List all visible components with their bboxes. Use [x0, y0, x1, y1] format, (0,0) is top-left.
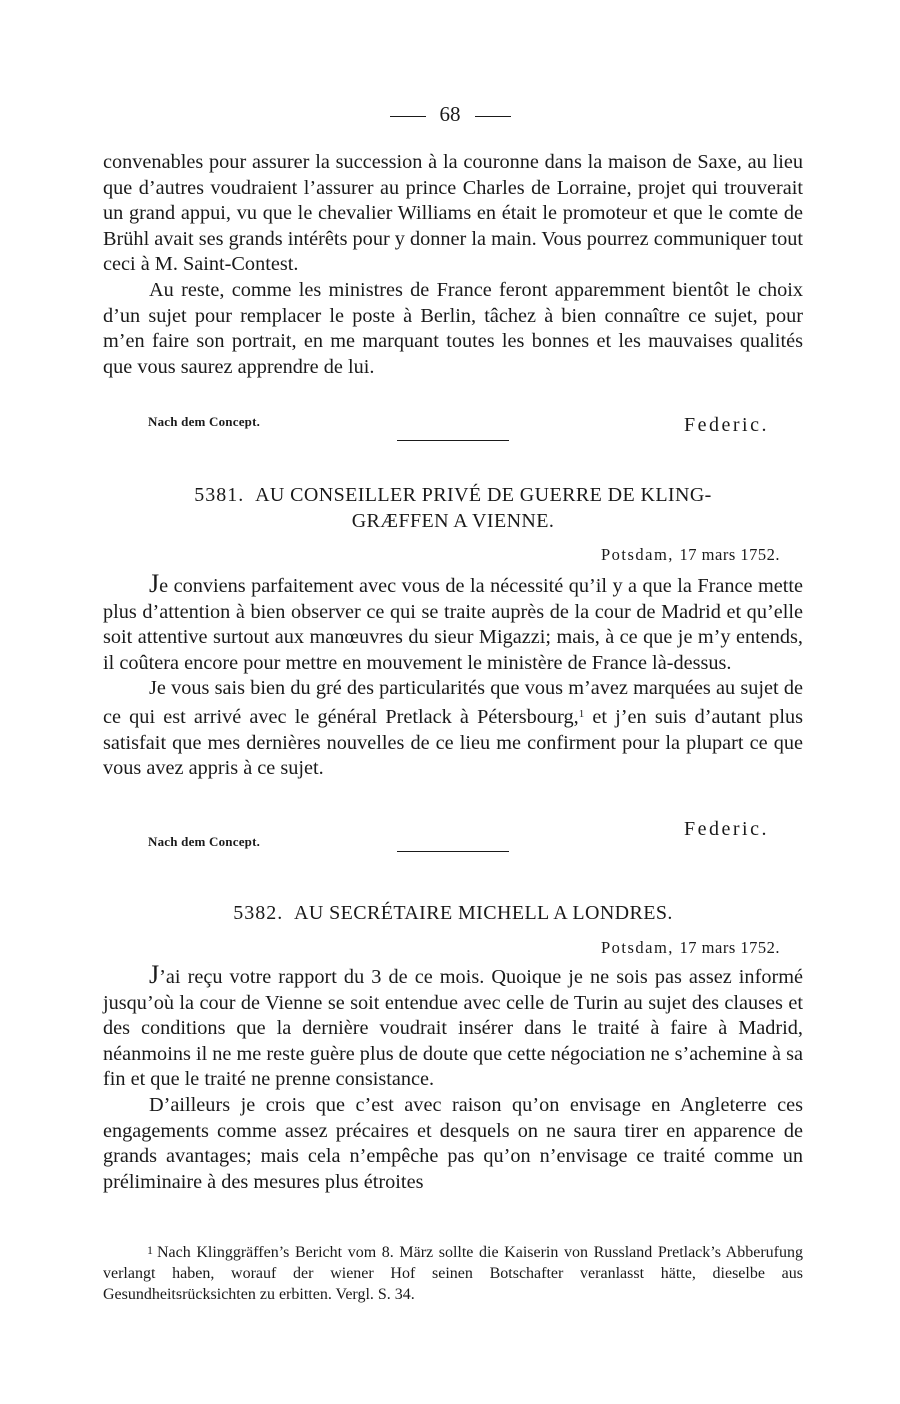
paragraph-text: ’ai reçu votre rapport du 3 de ce mois. Quoique je ne sois pas assez informé jusqu’où la cour de Vienne se soit entendue avec celle de Turin au sujet des clauses et des conditions que la dernière voudrait insérer dans le traité à faire à Madrid, néanmoins il ne me reste guère plus de doute que cette négociation ne s’achemine à sa fin et que le traité ne prenne consistance. — [103, 966, 804, 1091]
signature: Federic. — [684, 818, 769, 840]
letter-paragraph — [103, 676, 803, 781]
section-divider — [397, 440, 509, 441]
initial-letter: J — [149, 569, 160, 598]
letter-heading-5381 — [103, 482, 803, 534]
letter-text-5382 — [103, 962, 803, 1195]
letter-paragraph — [103, 962, 803, 1093]
continuation-text — [103, 150, 803, 380]
dateline-date: 17 mars 1752. — [679, 938, 780, 957]
footnote-mark: 1 — [147, 1243, 153, 1257]
paragraph-text: et j’en suis d’autant plus satisfait que mes dernières nouvelles de ce lieu me confirment pour la plupart ce que vous avez appris à ce sujet. — [103, 705, 803, 780]
letter-paragraph: D’ailleurs je crois que c’est avec raison qu’on envisage en Angleterre ces engagements comme assez précaires et desquels on ne saura tirer en apparence de grands avantages; mais cela n’empêche pas qu’on n’envisage ce traité comme un préliminaire à des mesures plus étroites — [103, 1093, 803, 1193]
footnote-text: Nach Klinggräffen’s Bericht vom 8. März sollte die Kaiserin von Russland Pretlack’s Abberufung verlangt haben, worauf der wiener Hof seinen Botschafter veranlasst hätte, dieselbe aus Gesundheitsrücksichten zu erbitten. Vergl. S. 34. — [103, 1244, 803, 1303]
page-number-line — [0, 102, 900, 127]
letter-number: 5381. — [194, 484, 245, 506]
dateline-5381 — [601, 545, 780, 565]
letter-paragraph — [103, 571, 803, 676]
footnote-reference: 1 — [578, 707, 585, 720]
letter-heading-5382 — [103, 900, 803, 926]
footnote — [103, 1240, 803, 1305]
section-divider — [397, 851, 509, 852]
page-number-rule-left — [390, 116, 426, 117]
page-number-rule-right — [475, 116, 511, 117]
letter-heading-line: GRÆFFEN A VIENNE. — [351, 510, 555, 532]
dateline-place: Potsdam, — [600, 938, 674, 957]
dateline-5382 — [601, 938, 780, 958]
signature: Federic. — [684, 414, 769, 436]
source-note: Nach dem Concept. — [148, 414, 261, 429]
letter-heading-line: AU SECRÉTAIRE MICHELL A LONDRES. — [294, 902, 673, 924]
paragraph-text: Je vous sais bien du gré des particularités que vous m’avez marquées au sujet de ce qui est arrivé avec le général Pretlack à Pétersbourg, — [103, 677, 803, 728]
source-note: Nach dem Concept. — [148, 834, 261, 849]
dateline-date: 17 mars 1752. — [679, 545, 780, 564]
initial-letter: J — [149, 960, 160, 989]
letter-number: 5382. — [233, 902, 284, 924]
letter-text-5381 — [103, 571, 803, 782]
paragraph-text: e conviens parfaitement avec vous de la nécessité qu’il y a que la France mette plus d’attention à bien observer ce qui se traite auprès de la cour de Madrid et qu’elle soit attentive surtout aux manœuvres du sieur Migazzi; mais, à ce que je m’y entends, il coûtera encore pour mettre en mouvement le ministère de France là-dessus. — [103, 575, 803, 674]
continuation-paragraph: convenables pour assurer la succession à la couronne dans la maison de Saxe, au lieu que d’autres voudraient l’assurer au prince Charles de Lorraine, projet qui trouverait un grand appui, vu que le chevalier Williams en était le promoteur et que le comte de Brühl avait ses grands intérêts pour y donner la main. Vous pourrez communiquer tout ceci à M. Saint-Contest. — [103, 151, 803, 276]
page-number: 68 — [439, 102, 461, 126]
letter-heading-line: AU CONSEILLER PRIVÉ DE GUERRE DE KLING- — [255, 484, 712, 506]
dateline-place: Potsdam, — [600, 545, 674, 564]
continuation-paragraph: Au reste, comme les ministres de France feront apparemment bientôt le choix d’un sujet pour remplacer le poste à Berlin, tâchez à bien connaître ce sujet, pour m’en faire son portrait, en me marquant toutes les bonnes et les mauvaises qualités que vous saurez apprendre de lui. — [103, 278, 803, 378]
